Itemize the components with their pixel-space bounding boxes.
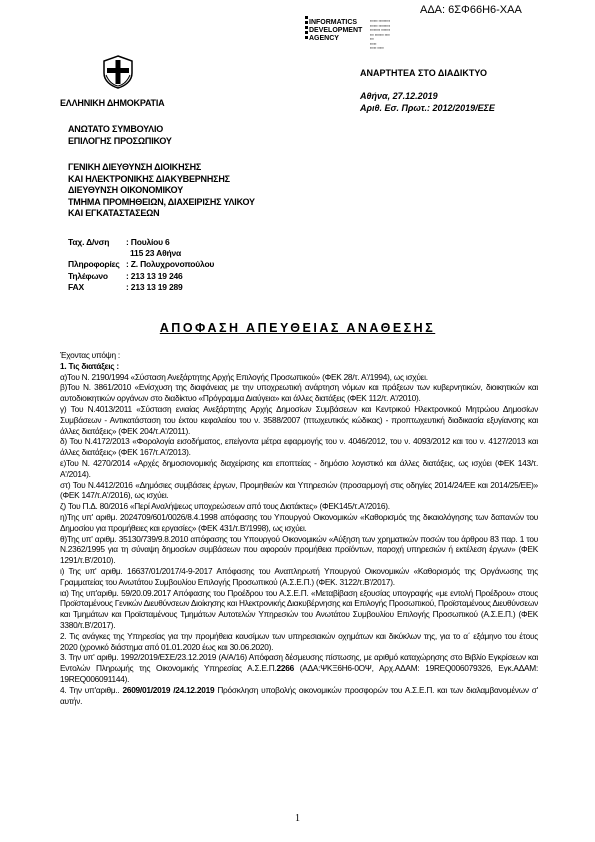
- paragraph-2: 2. Τις ανάγκες της Υπηρεσίας για την προμήθεια καυσίμων των υπηρεσιακών οχημάτων και δικύκλων της, για το α΄ εξάμηνο του έτους 2020 (χρονικό διάστημα από 01.01.2020 έως και 30.06.2020).: [60, 630, 538, 652]
- contact-row: Τηλέφωνο : 213 13 19 246: [68, 270, 183, 281]
- contact-table: [68, 237, 214, 293]
- legal-item: στ) Του Ν.4412/2016 «Δημόσιες συμβάσεις έργων, Προμηθειών και Υπηρεσιών (προσαρμογή στις οδηγίες 2014/24/ΕΕ και 2014/25/ΕΕ)» (ΦΕΚ 147/τ.Α'/2016), ως ισχύει.: [60, 479, 538, 501]
- legal-item: α)Του Ν. 2190/1994 «Σύσταση Ανεξάρτητης Αρχής Επιλογής Προσωπικού» (ΦΕΚ 28/τ. Α'/1994), ως ισχύει.: [60, 371, 428, 382]
- legal-item: ε)Του Ν. 4270/2014 «Αρχές δημοσιονομικής διαχείρισης και εποπτείας - δημόσιο λογιστικό και άλλες διατάξεις, ως ισχύει (ΦΕΚ 143/τ. Α'/2014).: [60, 457, 538, 479]
- document-title: ΑΠΟΦΑΣΗ ΑΠΕΥΘΕΙΑΣ ΑΝΑΘΕΣΗΣ: [159, 321, 436, 335]
- legal-item: ι) Της υπ' αριθμ. 16637/01/2017/4-9-2017 Απόφασης του Αναπληρωτή Υπουργού Οικονομικών «Καθορισμός της Οργάνωσης της Γραμματείας του Ανωτάτου Συμβουλίου Επιλογής Προσωπικού (Α.Σ.Ε.Π.) (ΦΕΚ. 3122/τ.Β'/2017).: [60, 565, 538, 587]
- legal-item: ζ) Του Π.Δ. 80/2016 «Περί Αναλήψεως υποχρεώσεων από τους Διατάκτες» (ΦΕΚ145/τ.Α'/2016).: [60, 501, 390, 512]
- legal-item: β)Του Ν. 3861/2010 «Ενίσχυση της διαφάνειας με την υποχρεωτική ανάρτηση νόμων και πράξεων των κυβερνητικών, διοικητικών και αυτοδιοικητικών οργάνων στο διαδίκτυο «Πρόγραμμα Διαύγεια» και άλλες διατάξεις (ΦΕΚ 112/τ. Α'/2010).: [60, 382, 538, 404]
- legal-item: η)Της υπ' αριθμ. 2024709/601/0026/8.4.1998 απόφασης του Υπουργού Οικονομικών «Καθορισμός της δικαιολόγησης των δαπανών του Δημοσίου για προμήθειες και εργασίες» (ΦΕΚ 431/τ.Β'/1998), ως ισχύει.: [60, 511, 538, 533]
- document-date: Αθήνα, 27.12.2019: [360, 91, 438, 101]
- country-name: ΕΛΛΗΝΙΚΗ ΔΗΜΟΚΡΑΤΙΑ: [60, 98, 165, 108]
- paragraph-3: 3. Την υπ' αριθμ. 1992/2019/ΕΣΕ/23.12.2019 (Α/Α/16) Απόφαση δέσμευσης πίστωσης, με αριθμό καταχώρησης στο Βιβλίο Εγκρίσεων και Εντολών Πληρωμής της Οικονομικής Υπηρεσίας Α.Σ.Ε.Π.2266 (ΑΔΑ:ΨΚΞ6Η6-0ΟΨ, Αρχ.ΑΔΑΜ: 19REQ006079326, Εγκ.ΑΔΑΜ: 19REQ006091144).: [60, 652, 538, 684]
- contact-row: Ταχ. Δ/νση : Πουλίου 6: [68, 237, 170, 247]
- greek-emblem-icon: [103, 55, 133, 89]
- legal-item: θ)Της υπ' αριθμ. 35130/739/9.8.2010 απόφασης του Υπουργού Οικονομικών «Αύξηση των χρηματικών ποσών του άρθρου 83 παρ. 1 του Ν.2362/1995 για τη σύναψη δημοσίων συμβάσεων που αφορούν προμήθεια προϊόντων, παροχή υπηρεσιών ή εκτέλεση έργων» (ΦΕΚ 1291/τ.Β'/2010).: [60, 533, 538, 566]
- legal-item: γ) Του Ν.4013/2011 «Σύσταση ενιαίας Ανεξάρτητης Αρχής Δημοσίων Συμβάσεων και Κεντρικού Ηλεκτρονικού Μητρώου Δημοσίων Συμβάσεων - Αντικατάσταση του έκτου κεφαλαίου του ν. 3588/2007 (πτωχευτικός κώδικας) - προπτωχευτική διαδικασία εξυγίανσης και άλλες διατάξεις» (ΦΕΚ 204/τ.Α'/2011).: [60, 403, 538, 436]
- section-heading: 1. Τις διατάξεις :: [60, 360, 119, 371]
- page-number: 1: [295, 813, 300, 824]
- legal-item: ια) Της υπ'αριθμ. 59/20.09.2017 Απόφασης του Προέδρου του Α.Σ.Ε.Π. «Μεταβίβαση εξουσίας υπογραφής «με εντολή Προέδρου» στους Προϊσταμένους Γενικών Διευθύνσεων Διοίκησης και Ηλεκτρονικής Διακυβέρνησης και Επιλογής Προσωπικού, Προϊσταμένους Διευθύνσεων και Τμημάτων και Προϊσταμένους Τμημάτων Αυτοτελών Υπηρεσιών του Ανωτάτου Συμβουλίου Επιλογής Προσωπικού (Α.Σ.Ε.Π.) (ΦΕΚ 3380/τ.Β'/2017).: [60, 587, 538, 630]
- publish-note: ΑΝΑΡΤΗΤΕΑ ΣΤΟ ΔΙΑΔΙΚΤΥΟ: [360, 68, 487, 78]
- directorate-block: ΓΕΝΙΚΗ ΔΙΕΥΘΥΝΣΗ ΔΙΟΙΚΗΣΗΣ ΚΑΙ ΗΛΕΚΤΡΟΝΙΚΗΣ ΔΙΑΚΥΒΕΡΝΗΣΗΣ ΔΙΕΥΘΥΝΣΗ ΟΙΚΟΝΟΜΙΚΟΥ ΤΜΗΜΑ ΠΡΟΜΗΘΕΙΩΝ, ΔΙΑΧΕΙΡΙΣΗΣ ΥΛΙΚΟΥ ΚΑΙ ΕΓΚΑΤΑΣΤΑΣΕΩΝ: [68, 162, 255, 218]
- paragraph-4: 4. Την υπ'αριθμ.. 2609/01/2019 /24.12.2019 Πρόσκληση υποβολής οικονομικών προσφορών του Α.Σ.Ε.Π. και των διαλαμβανομένων σ' αυτήν.: [60, 684, 539, 706]
- authority-block: ΑΝΩΤΑΤΟ ΣΥΜΒΟΥΛΙΟ ΕΠΙΛΟΓΗΣ ΠΡΟΣΩΠΙΚΟΥ: [68, 124, 172, 146]
- contact-row: FAX : 213 13 19 289: [68, 281, 183, 292]
- ada-number: ΑΔΑ: 6ΣΦ66Η6-ΧΑΑ: [420, 4, 522, 16]
- legal-item: δ) Του Ν.4172/2013 «Φορολογία εισοδήματος, επείγοντα μέτρα εφαρμογής του ν. 4046/2012, του ν. 4093/2012 και του ν. 4127/2013 και άλλες διατάξεις» (ΦΕΚ 167/τ.Α'/2013).: [60, 436, 538, 458]
- document-body: [60, 350, 538, 706]
- protocol-number: Αριθ. Εσ. Πρωτ.: 2012/2019/ΕΣΕ: [360, 103, 495, 113]
- contact-row: Πληροφορίες : Ζ. Πολυχρονοπούλου: [68, 259, 215, 270]
- ite-logo-text: INFORMATICS DEVELOPMENT AGENCY: [309, 19, 363, 42]
- ite-logo-smalltext: ▪▪▪▪▪▪ ▪▪▪▪▪▪▪▪▪ ▪▪▪▪▪▪ ▪▪▪▪▪▪▪▪▪ ▪▪▪▪▪▪▪▪ ▪▪▪▪▪▪▪ ▪▪▪ ▪▪▪▪▪▪▪ ▪▪▪▪ ▪▪▪ ▪▪▪▪▪ ▪▪▪▪▪ ▪▪▪▪▪: [370, 19, 391, 50]
- contact-row: 115 23 Αθήνα: [130, 248, 182, 259]
- intro-line: Έχοντας υπόψη :: [60, 350, 120, 360]
